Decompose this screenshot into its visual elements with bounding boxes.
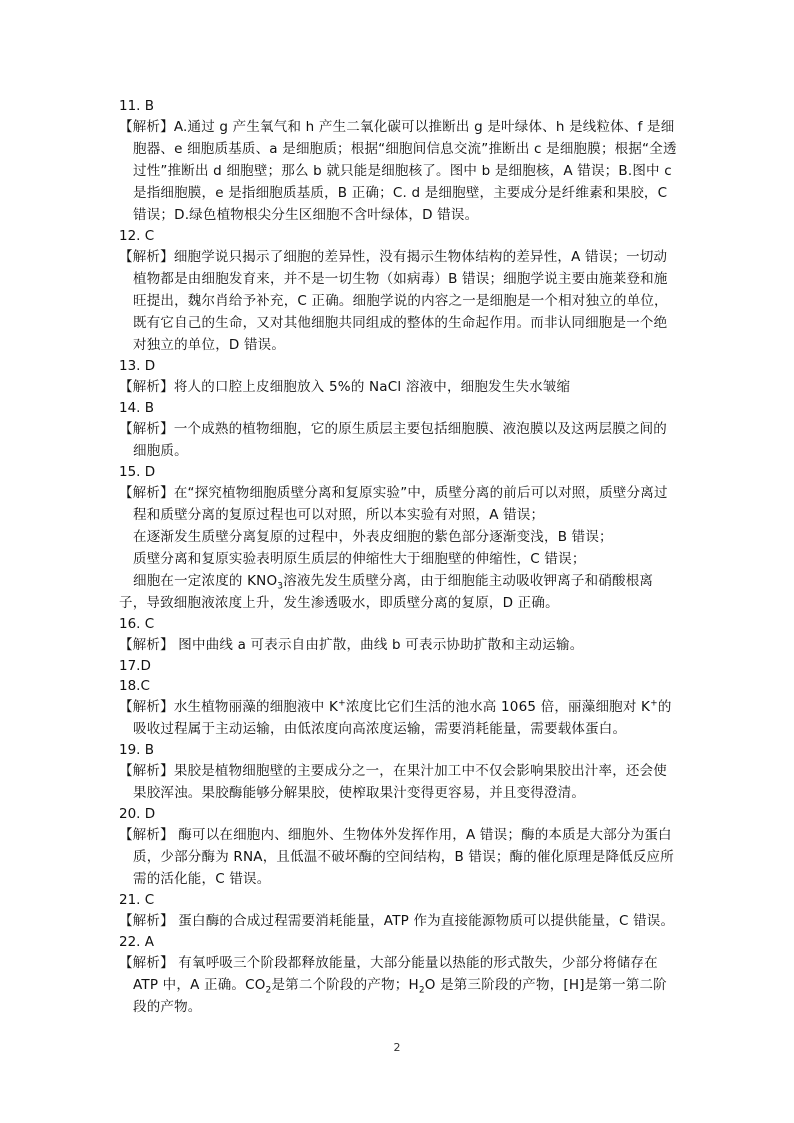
analysis-text: 酶可以在细胞内、细胞外、生物体外发挥作用，A 错误；酶的本质是大部分为蛋白质，少部分酶为 RNA，且低温不破坏酶的空间结构，B 错误；酶的催化原理是降低反应所需的活化能，C 错误。: [133, 827, 674, 887]
analysis-tag: 【解析】: [119, 827, 174, 843]
answer-12: 12. C: [119, 228, 155, 244]
analysis-text: 将人的口腔上皮细胞放入 5%的 NaCl 溶液中，细胞发生失水皱缩: [173, 379, 571, 395]
analysis-text: 图中曲线 a 可表示自由扩散，曲线 b 可表示协助扩散和主动运输。: [173, 637, 584, 653]
analysis-text: 细胞在一定浓度的 KNO: [133, 573, 278, 589]
answer-20: 20. D: [119, 806, 156, 822]
analysis-20: [119, 824, 679, 890]
analysis-tag: 【解析】: [119, 763, 174, 779]
answer-21: 21. C: [119, 892, 155, 908]
answer-16: 16. C: [119, 616, 155, 632]
analysis-tag: 【解析】: [119, 379, 174, 395]
analysis-13: [119, 376, 679, 398]
analysis-18: [119, 696, 679, 740]
superscript: +: [650, 698, 658, 709]
analysis-tag: 【解析】: [119, 249, 174, 265]
subscript: 2: [265, 985, 272, 996]
page-number: 2: [393, 1041, 401, 1054]
superscript: +: [338, 698, 346, 709]
analysis-text: 的吸收过程属于主动运输，由低浓度向高浓度运输，需要消耗能量，需要载体蛋白。: [133, 699, 672, 737]
analysis-tag: 【解析】: [119, 637, 174, 653]
analysis-text: 溶液先发生质壁分离，由于细胞能主动吸收钾离子和硝酸根离子，导致细胞液浓度上升，发生渗透吸水，即质壁分离的复原，D 正确。: [119, 573, 654, 611]
answer-11: 11. B: [119, 98, 155, 114]
analysis-15: [119, 482, 679, 526]
answer-18: 18.C: [119, 678, 150, 694]
analysis-tag: 【解析】: [119, 913, 174, 929]
analysis-tag: 【解析】: [119, 955, 174, 971]
analysis-12: [119, 246, 679, 356]
analysis-tag: 【解析】: [119, 119, 174, 135]
answer-15: 15. D: [119, 464, 156, 480]
analysis-15-line4: [119, 570, 679, 614]
answer-22: 22. A: [119, 934, 154, 950]
analysis-text: 细胞学说只揭示了细胞的差异性，没有揭示生物体结构的差异性，A 错误；一切动植物都是由细胞发育来，并不是一切生物（如病毒）B 错误；细胞学说主要由施莱登和施旺提出，魏尔肖给予补充，C 正确。细胞学说的内容之一是细胞是一个相对独立的单位，既有它自己的生命，又对其他细胞共同组成的整体的生命起作用。而非认同细胞是一个绝对独立的单位，D 错误。: [133, 249, 668, 353]
subscript: 3: [277, 581, 284, 592]
answer-13: 13. D: [119, 358, 156, 374]
analysis-text: A.通过 g 产生氧气和 h 产生二氧化碳可以推断出 g 是叶绿体、h 是线粒体、f 是细胞器、e 细胞质基质、a 是细胞质；根据“细胞间信息交流”推断出 c 是细胞膜；根据“全透过性”推断出 d 细胞壁；那么 b 就只能是细胞核了。图中 b 是细胞核，A 错误；B.图中 c 是指细胞膜，e 是指细胞质基质，B 正确；C. d 是细胞壁，主要成分是纤维素和果胶，C 错误；D.绿色植物根尖分生区细胞不含叶绿体，D 错误。: [133, 119, 677, 223]
analysis-15-line2: 在逐渐发生质壁分离复原的过程中，外表皮细胞的紫色部分逐渐变浅，B 错误；: [133, 529, 613, 545]
analysis-16: [119, 634, 679, 656]
analysis-11: [119, 116, 679, 226]
analysis-text: 水生植物丽藻的细胞液中 K: [173, 699, 339, 715]
analysis-14: [119, 418, 679, 462]
analysis-text: 是第二个阶段的产物；H: [271, 977, 419, 993]
analysis-text: 浓度比它们生活的池水高 1065 倍，丽藻细胞对 K: [345, 699, 651, 715]
analysis-tag: 【解析】: [119, 699, 174, 715]
analysis-22: [119, 952, 679, 1018]
analysis-19: [119, 760, 679, 804]
answer-19: 19. B: [119, 742, 155, 758]
answer-17: 17.D: [119, 658, 151, 674]
analysis-tag: 【解析】: [119, 421, 174, 437]
analysis-text: 在“探究植物细胞质壁分离和复原实验”中，质壁分离的前后可以对照，质壁分离过程和质壁分离的复原过程也可以对照，所以本实验有对照，A 错误；: [133, 485, 668, 523]
analysis-text: 蛋白酶的合成过程需要消耗能量，ATP 作为直接能源物质可以提供能量，C 错误。: [173, 913, 675, 929]
analysis-text: 一个成熟的植物细胞，它的原生质层主要包括细胞膜、液泡膜以及这两层膜之间的细胞质。: [133, 421, 668, 459]
answer-sheet: [119, 96, 679, 1018]
subscript: 2: [418, 985, 425, 996]
analysis-text: 有氧呼吸三个阶段都释放能量，大部分能量以热能的形式散失，少部分将储存在 ATP 中，A 正确。CO: [133, 955, 658, 993]
analysis-text: 果胶是植物细胞壁的主要成分之一，在果汁加工中不仅会影响果胶出汁率，还会使果胶浑浊。果胶酶能够分解果胶，使榨取果汁变得更容易，并且变得澄清。: [133, 763, 668, 801]
answer-14: 14. B: [119, 400, 155, 416]
analysis-21: [119, 910, 679, 932]
analysis-15-line3: 质壁分离和复原实验表明原生质层的伸缩性大于细胞壁的伸缩性，C 错误；: [133, 551, 586, 567]
analysis-text: O 是第三阶段的产物，[H]是第一第二阶段的产物。: [133, 977, 667, 1015]
analysis-tag: 【解析】: [119, 485, 174, 501]
